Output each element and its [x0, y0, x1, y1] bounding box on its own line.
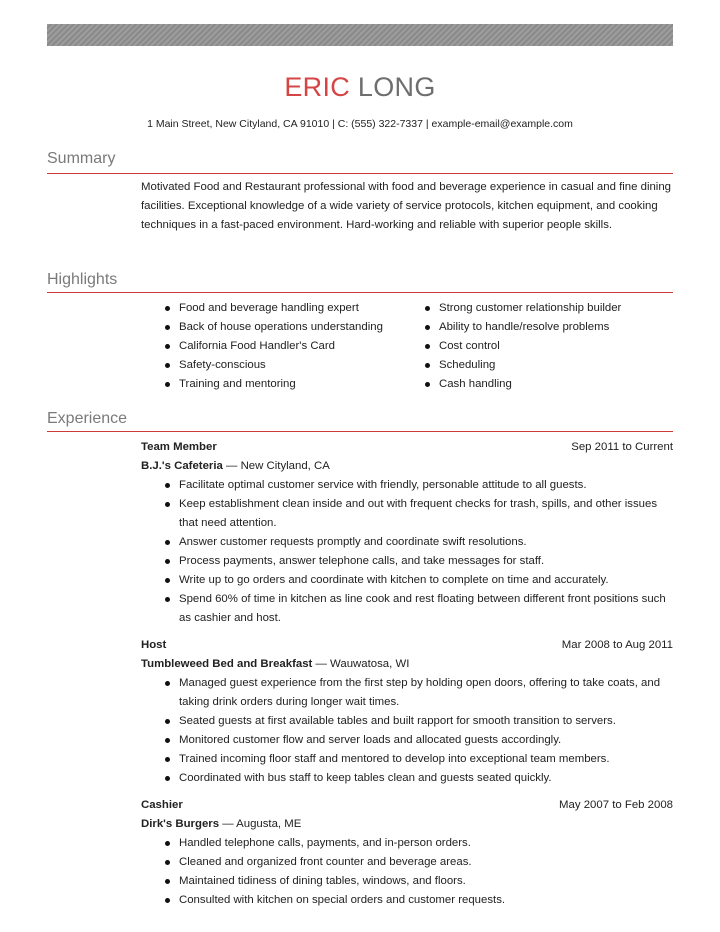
- summary-heading: Summary: [47, 150, 116, 167]
- employer-name: B.J.'s Cafeteria: [141, 460, 223, 472]
- highlight-item: Food and beverage handling expert: [163, 299, 383, 318]
- job-duties-list: [141, 674, 673, 788]
- job-entry: [141, 636, 673, 788]
- highlight-item: Strong customer relationship builder: [423, 299, 621, 318]
- job-duty: Keep establishment clean inside and out with frequent checks for trash, spills, and other issues that need attention.: [163, 495, 673, 533]
- highlight-item: Back of house operations understanding: [163, 318, 383, 337]
- header-decorative-bar: [47, 24, 673, 46]
- job-dates: Sep 2011 to Current: [571, 441, 673, 453]
- job-duty: Monitored customer flow and server loads and allocated guests accordingly.: [163, 731, 673, 750]
- experience-divider: [47, 431, 673, 432]
- experience-heading: Experience: [47, 410, 128, 427]
- highlights-divider: [47, 292, 673, 293]
- job-dates: May 2007 to Feb 2008: [559, 799, 673, 811]
- job-dates: Mar 2008 to Aug 2011: [561, 639, 673, 651]
- highlights-left-list: [163, 299, 383, 394]
- job-duty: Seated guests at first available tables and built rapport for smooth transition to servers.: [163, 712, 673, 731]
- highlight-item: Cost control: [423, 337, 621, 356]
- highlight-item: California Food Handler's Card: [163, 337, 383, 356]
- job-duty: Answer customer requests promptly and coordinate swift resolutions.: [163, 533, 673, 552]
- candidate-name: [0, 72, 720, 103]
- job-duties-list: [141, 476, 673, 628]
- job-duty: Coordinated with bus staff to keep tables clean and guests seated quickly.: [163, 769, 673, 788]
- highlight-item: Scheduling: [423, 356, 621, 375]
- job-title: Cashier: [141, 799, 183, 811]
- job-duty: Maintained tidiness of dining tables, windows, and floors.: [163, 872, 673, 891]
- last-name: LONG: [357, 72, 436, 102]
- job-duty: Write up to go orders and coordinate with kitchen to complete on time and accurately.: [163, 571, 673, 590]
- job-duty: Consulted with kitchen on special orders and customer requests.: [163, 891, 673, 910]
- job-duty: Trained incoming floor staff and mentored to develop into exceptional team members.: [163, 750, 673, 769]
- job-title: Team Member: [141, 441, 217, 453]
- highlights-right-list: [423, 299, 621, 394]
- job-duty: Managed guest experience from the first step by holding open doors, offering to take coats, and taking drink orders during longer wait times.: [163, 674, 673, 712]
- job-entry: [141, 438, 673, 628]
- employer-name: Tumbleweed Bed and Breakfast: [141, 658, 313, 670]
- job-duty: Cleaned and organized front counter and beverage areas.: [163, 853, 673, 872]
- employer-location: — Augusta, ME: [219, 818, 302, 830]
- highlight-item: Ability to handle/resolve problems: [423, 318, 621, 337]
- highlight-item: Safety-conscious: [163, 356, 383, 375]
- contact-line: 1 Main Street, New Cityland, CA 91010 | C: (555) 322-7337 | example-email@example.com: [147, 118, 573, 130]
- job-duty: Process payments, answer telephone calls, and take messages for staff.: [163, 552, 673, 571]
- job-duty: Handled telephone calls, payments, and in-person orders.: [163, 834, 673, 853]
- employer-name: Dirk's Burgers: [141, 818, 220, 830]
- job-duties-list: [141, 834, 673, 910]
- job-duty: Facilitate optimal customer service with friendly, personable attitude to all guests.: [163, 476, 673, 495]
- highlight-item: Cash handling: [423, 375, 621, 394]
- highlights-heading: Highlights: [47, 271, 118, 288]
- job-title: Host: [141, 639, 167, 651]
- employer-location: — New Cityland, CA: [222, 460, 330, 472]
- job-duty: Spend 60% of time in kitchen as line cook and rest floating between different front positions such as cashier and host.: [163, 590, 673, 628]
- employer-location: — Wauwatosa, WI: [312, 658, 410, 670]
- first-name: ERIC: [284, 72, 351, 102]
- highlight-item: Training and mentoring: [163, 375, 383, 394]
- job-entry: [141, 796, 673, 910]
- summary-divider: [47, 173, 673, 174]
- summary-text: Motivated Food and Restaurant professional with food and beverage experience in casual and fine dining facilities. Exceptional knowledge of a wide variety of service protocols, kitchen equipment, and cooking techniques in a fast-paced environment. Hard-working and reliable with superior people skills.: [141, 181, 672, 231]
